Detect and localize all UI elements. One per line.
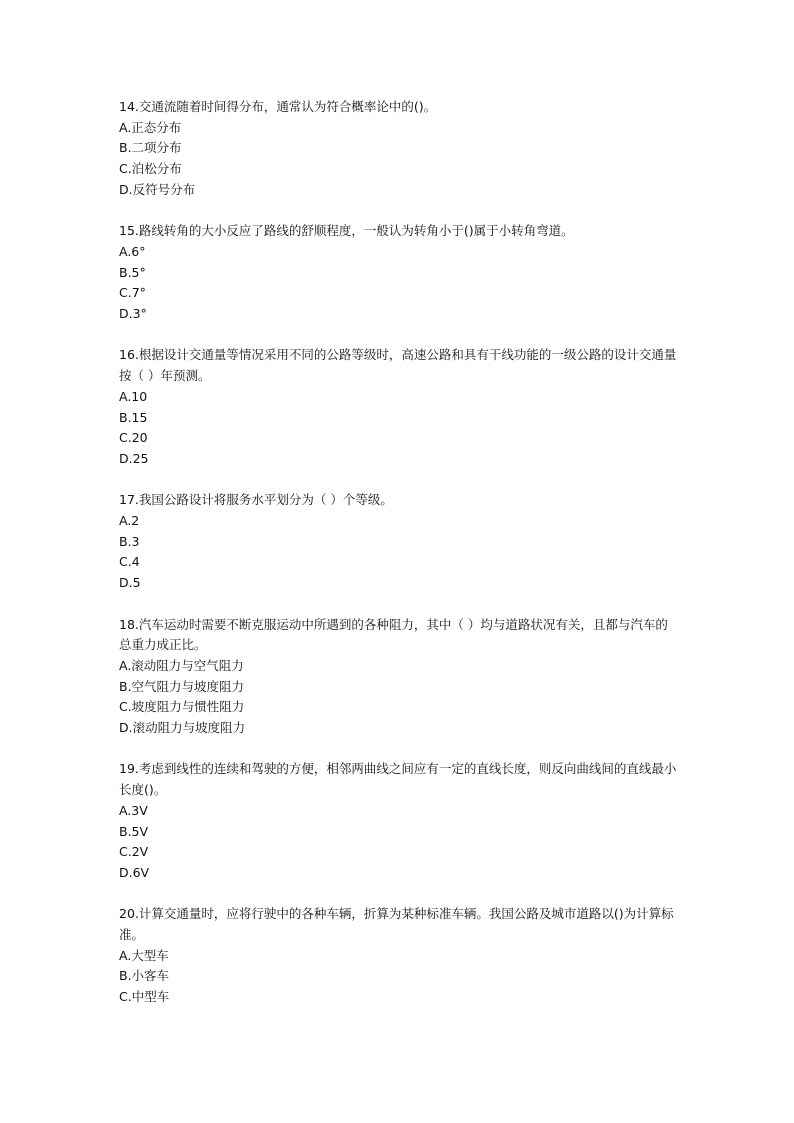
option-a: A.大型车 xyxy=(119,947,169,963)
question-stem: 20.计算交通量时，应将行驶中的各种车辆，折算为某种标准车辆。我国公路及城市道路以()为计算标准。 xyxy=(119,906,674,943)
question-20 xyxy=(119,904,679,1008)
option-b: B.空气阻力与坡度阻力 xyxy=(119,678,245,694)
option-a: A.滚动阻力与空气阻力 xyxy=(119,657,244,673)
option-a: A.10 xyxy=(119,388,148,404)
question-stem: 15.路线转角的大小反应了路线的舒顺程度，一般认为转角小于()属于小转角弯道。 xyxy=(119,223,574,239)
option-c: C.坡度阻力与惯性阻力 xyxy=(119,699,245,715)
option-b: B.5V xyxy=(119,823,149,839)
question-stem: 17.我国公路设计将服务水平划分为（ ）个等级。 xyxy=(119,492,393,508)
option-c: C.20 xyxy=(119,430,148,446)
option-b: B.15 xyxy=(119,409,148,425)
question-16 xyxy=(119,345,679,469)
option-c: C.4 xyxy=(119,554,140,570)
question-list xyxy=(119,97,679,1029)
option-d: D.3° xyxy=(119,306,147,322)
option-b: B.5° xyxy=(119,264,146,280)
option-d: D.滚动阻力与坡度阻力 xyxy=(119,720,246,736)
question-stem: 14.交通流随着时间得分布，通常认为符合概率论中的()。 xyxy=(119,99,437,114)
option-b: B.3 xyxy=(119,533,140,549)
option-a: A.2 xyxy=(119,513,140,529)
option-d: D.反符号分布 xyxy=(119,181,196,197)
option-a: A.正态分布 xyxy=(119,119,182,135)
question-15 xyxy=(119,221,679,325)
option-b: B.二项分布 xyxy=(119,140,182,156)
option-d: D.5 xyxy=(119,575,141,591)
option-a: A.3V xyxy=(119,802,148,818)
question-19 xyxy=(119,759,679,883)
option-b: B.小客车 xyxy=(119,968,170,984)
question-18 xyxy=(119,615,679,739)
option-d: D.25 xyxy=(119,450,149,466)
question-14 xyxy=(119,97,679,201)
option-c: C.2V xyxy=(119,844,149,860)
question-17 xyxy=(119,490,679,594)
option-c: C.中型车 xyxy=(119,989,170,1005)
option-a: A.6° xyxy=(119,243,146,259)
question-stem: 18.汽车运动时需要不断克服运动中所遇到的各种阻力，其中（ ）均与道路状况有关，且都与汽车的总重力成正比。 xyxy=(119,616,668,653)
option-d: D.6V xyxy=(119,864,150,880)
option-c: C.泊松分布 xyxy=(119,161,182,177)
question-stem: 16.根据设计交通量等情况采用不同的公路等级时，高速公路和具有干线功能的一级公路的设计交通量按（ ）年预测。 xyxy=(119,347,677,384)
option-c: C.7° xyxy=(119,285,146,301)
question-stem: 19.考虑到线性的连续和驾驶的方便，相邻两曲线之间应有一定的直线长度，则反向曲线间的直线最小长度()。 xyxy=(119,761,677,798)
